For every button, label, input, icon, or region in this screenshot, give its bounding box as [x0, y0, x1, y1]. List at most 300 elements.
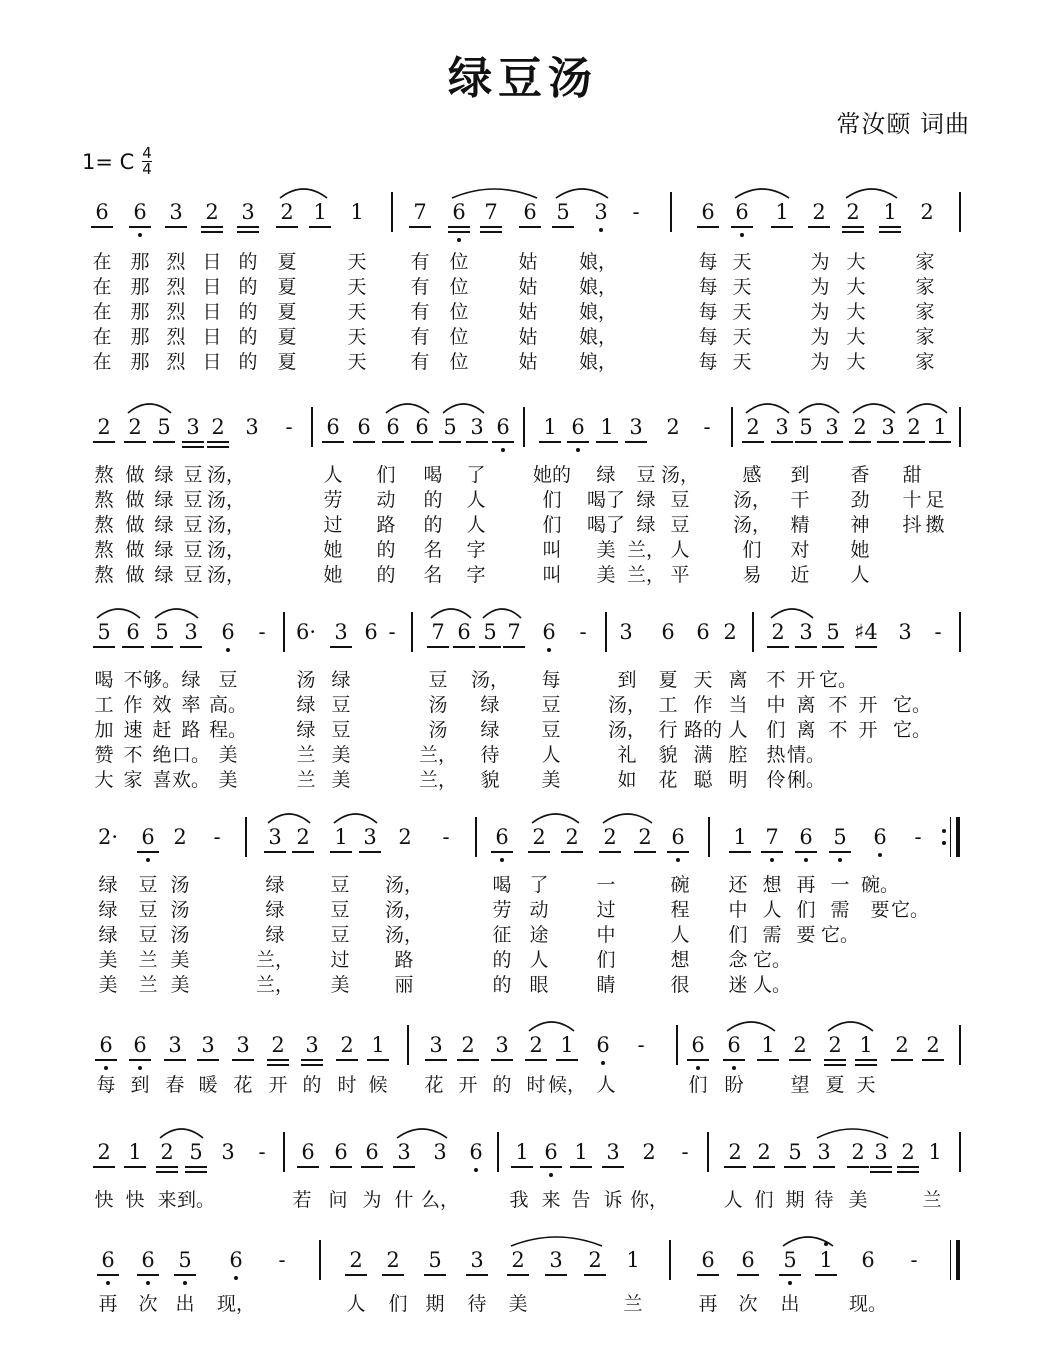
rhythm-underline	[180, 646, 202, 648]
lyric-syllable: 够。	[142, 669, 181, 691]
note: 3	[168, 1033, 182, 1057]
lyric-syllable: 汤	[296, 669, 316, 691]
note: 3	[881, 415, 895, 439]
note: 6	[95, 200, 109, 224]
rhythm-underline	[95, 1059, 117, 1061]
rhythm-underline	[697, 1274, 719, 1276]
lyric-syllable: 她的	[532, 464, 571, 486]
octave-dot-below	[146, 1281, 150, 1285]
lyric-syllable: 待	[480, 744, 500, 766]
lyric-syllable: 美	[170, 974, 190, 996]
lyric-syllable: 汤	[170, 874, 190, 896]
rhythm-underline	[457, 1059, 479, 1061]
lyric-syllable: 大	[94, 769, 114, 791]
barline	[708, 817, 710, 857]
note: 6	[661, 620, 675, 644]
lyric-syllable: 豆	[330, 899, 350, 921]
lyric-syllable: 离	[796, 694, 816, 716]
lyric-syllable: 每	[698, 351, 718, 373]
sustain-dash: -	[914, 825, 922, 849]
lyric-syllable: 美	[170, 949, 190, 971]
note: 5	[189, 1140, 203, 1164]
lyric-syllable: 碗。	[860, 874, 899, 896]
note: 3	[186, 415, 200, 439]
lyric-syllable: 出	[175, 1293, 195, 1315]
lyric-syllable: 烈	[166, 251, 186, 273]
rhythm-underline	[207, 446, 229, 448]
lyric-syllable: 字	[466, 539, 486, 561]
rhythm-underline	[276, 226, 298, 228]
sustain-dash: -	[278, 1248, 286, 1272]
note: 6	[523, 200, 537, 224]
rhythm-underline	[813, 1166, 835, 1168]
note: 3	[594, 200, 608, 224]
slur-arc	[159, 1124, 204, 1140]
note: 1	[933, 415, 947, 439]
composer-credit: 常汝颐 词曲	[836, 110, 970, 138]
lyric-syllable: 工	[94, 694, 114, 716]
lyric-syllable: 夏	[277, 251, 297, 273]
lyric-syllable: 人。	[752, 974, 791, 996]
lyric-syllable: 在	[92, 351, 112, 373]
lyric-syllable: 她	[323, 539, 343, 561]
note: 2·	[97, 825, 119, 849]
lyric-syllable: 在	[92, 301, 112, 323]
rhythm-underline	[185, 1171, 207, 1173]
octave-dot-below	[601, 1061, 605, 1065]
lyric-syllable: 每	[698, 301, 718, 323]
lyric-syllable: 路的	[683, 719, 722, 741]
score-system	[0, 395, 1046, 598]
lyric-syllable: 夏	[825, 1074, 845, 1096]
lyric-syllable: 次	[138, 1293, 158, 1315]
note: 3	[268, 825, 282, 849]
octave-dot-below	[146, 858, 150, 862]
rhythm-underline	[897, 1171, 919, 1173]
rhythm-underline	[824, 1059, 846, 1061]
lyric-syllable: 离	[728, 669, 748, 691]
lyric-syllable: 夏	[277, 326, 297, 348]
lyric-syllable: 念	[728, 949, 748, 971]
lyric-syllable: 美	[98, 949, 118, 971]
rhythm-underline	[174, 1274, 196, 1276]
lyric-syllable: 现，	[216, 1293, 255, 1315]
lyric-syllable: 在	[92, 276, 112, 298]
barline	[497, 1132, 499, 1172]
lyric-syllable: 它。	[892, 694, 931, 716]
lyric-syllable: 位	[449, 351, 469, 373]
rhythm-underline	[552, 226, 574, 228]
rhythm-underline	[584, 1274, 606, 1276]
song-title: 绿豆汤	[448, 53, 598, 104]
lyric-syllable: 甜	[902, 464, 922, 486]
note: 6	[727, 1033, 741, 1057]
lyric-syllable: 效	[152, 694, 172, 716]
lyric-syllable: 一	[830, 874, 850, 896]
lyric-syllable: 欢。	[171, 769, 210, 791]
note: 1	[371, 1033, 385, 1057]
lyric-syllable: 你，	[629, 1189, 668, 1211]
lyric-syllable: 赞	[94, 744, 114, 766]
rhythm-underline	[448, 231, 470, 233]
slur-arc	[127, 399, 172, 415]
lyric-syllable: 绿	[480, 694, 500, 716]
lyric-syllable: 征	[492, 924, 512, 946]
slur-arc	[555, 184, 609, 200]
rhythm-underline	[359, 851, 381, 853]
lyric-syllable: 兰	[623, 1293, 643, 1315]
note: 2	[340, 1033, 354, 1057]
rhythm-underline	[197, 1059, 219, 1061]
lyric-syllable: 还	[728, 874, 748, 896]
lyric-syllable: 美	[596, 539, 616, 561]
lyric-syllable: 豆	[138, 874, 158, 896]
octave-dot-below	[547, 648, 551, 652]
lyric-syllable: 名	[423, 564, 443, 586]
rhythm-underline	[596, 441, 618, 443]
lyric-syllable: 它。	[752, 949, 791, 971]
lyric-syllable: 到	[617, 669, 637, 691]
octave-dot-below	[138, 1066, 142, 1070]
lyric-syllable: 满	[693, 744, 713, 766]
octave-dot-below	[226, 648, 230, 652]
lyric-syllable: 作	[693, 694, 713, 716]
note: 3	[470, 415, 484, 439]
lyric-syllable: 了	[529, 874, 549, 896]
repeat-dot	[942, 829, 946, 833]
octave-dot-below	[500, 858, 504, 862]
lyric-syllable: 现。	[848, 1293, 887, 1315]
rhythm-underline	[903, 441, 925, 443]
note: 2	[728, 1140, 742, 1164]
rhythm-underline	[448, 226, 470, 228]
rhythm-underline	[427, 646, 449, 648]
lyric-syllable: 豆	[541, 694, 561, 716]
barline	[475, 817, 477, 857]
lyric-syllable: 到	[790, 464, 810, 486]
rhythm-underline	[480, 231, 502, 233]
lyric-syllable: 次	[738, 1293, 758, 1315]
octave-dot-below	[838, 858, 842, 862]
rhythm-underline	[570, 1166, 592, 1168]
rhythm-underline	[156, 1166, 178, 1168]
rhythm-underline	[503, 646, 525, 648]
octave-dot-below	[599, 228, 603, 232]
note: 2	[666, 415, 680, 439]
sustain-dash: -	[258, 1140, 266, 1164]
rhythm-underline	[567, 441, 589, 443]
lyric-syllable: 睛	[596, 974, 616, 996]
rhythm-underline	[267, 1064, 289, 1066]
lyric-syllable: 美	[596, 564, 616, 586]
lyric-syllable: 的	[238, 301, 258, 323]
rhythm-underline	[822, 646, 844, 648]
rhythm-underline	[519, 226, 541, 228]
lyric-syllable: 那	[130, 351, 150, 373]
rhythm-underline	[795, 851, 817, 853]
lyric-syllable: 叫	[542, 539, 562, 561]
note: 2	[846, 200, 860, 224]
lyric-syllable: 豆	[138, 899, 158, 921]
note: 6	[544, 1140, 558, 1164]
rhythm-underline	[731, 226, 753, 228]
lyric-syllable: 家	[915, 251, 935, 273]
note: 6	[696, 620, 710, 644]
lyric-syllable: 它。	[890, 899, 929, 921]
lyric-syllable: 春	[165, 1074, 185, 1096]
note: 2	[793, 1033, 807, 1057]
lyric-syllable: 美	[848, 1189, 868, 1211]
lyric-syllable: 的	[492, 949, 512, 971]
note: 3	[874, 1140, 888, 1164]
lyric-syllable: 近	[790, 564, 810, 586]
slur-arc	[510, 1232, 603, 1248]
note: 2	[828, 1033, 842, 1057]
note: 2	[895, 1033, 909, 1057]
barline	[707, 1132, 709, 1172]
rhythm-underline	[91, 226, 113, 228]
rhythm-underline	[511, 1166, 533, 1168]
octave-dot-below	[106, 1281, 110, 1285]
rhythm-underline	[411, 441, 433, 443]
lyric-syllable: 作	[123, 694, 143, 716]
lyric-syllable: 汤，	[660, 464, 699, 486]
lyric-syllable: 她	[850, 539, 870, 561]
lyric-syllable: 做	[125, 564, 145, 586]
lyric-syllable: 期	[785, 1189, 805, 1211]
slur-arc	[726, 1017, 776, 1033]
note: 1	[313, 200, 327, 224]
rhythm-underline	[322, 441, 344, 443]
lyric-syllable: 开	[458, 1074, 478, 1096]
lyric-syllable: 大	[846, 301, 866, 323]
barline	[950, 1240, 951, 1280]
final-barline	[956, 1240, 960, 1280]
lyric-syllable: 需	[762, 924, 782, 946]
note: 2	[211, 415, 225, 439]
slur-arc	[827, 1017, 874, 1033]
lyric-syllable: 豆	[670, 514, 690, 536]
lyric-syllable: 有	[410, 276, 430, 298]
rhythm-underline	[929, 441, 951, 443]
lyric-syllable: 做	[125, 539, 145, 561]
lyric-syllable: 烈	[166, 276, 186, 298]
lyric-syllable: 的	[238, 276, 258, 298]
slur-arc	[845, 184, 898, 200]
rhythm-underline	[93, 646, 115, 648]
lyric-syllable: 一	[596, 874, 616, 896]
lyric-syllable: 美	[98, 974, 118, 996]
rhythm-underline	[625, 441, 647, 443]
lyric-syllable: 家	[915, 351, 935, 373]
note: 3	[629, 415, 643, 439]
lyric-syllable: 候，	[547, 1074, 586, 1096]
lyric-syllable: 眼	[529, 974, 549, 996]
note: 3	[221, 1140, 235, 1164]
lyric-syllable: 们	[542, 489, 562, 511]
lyric-syllable: 汤，	[206, 514, 245, 536]
rhythm-underline	[424, 1274, 446, 1276]
lyric-syllable: 到	[130, 1074, 150, 1096]
sustain-dash: -	[934, 620, 942, 644]
lyric-syllable: 汤，	[384, 899, 423, 921]
lyric-syllable: 绿	[596, 464, 616, 486]
lyric-syllable: 礼	[617, 744, 637, 766]
lyric-syllable: 家	[915, 276, 935, 298]
octave-dot-below	[104, 1066, 108, 1070]
lyric-syllable: 离	[796, 719, 816, 741]
notation-line	[0, 600, 1046, 670]
barline	[670, 192, 672, 232]
rhythm-underline	[539, 441, 561, 443]
lyric-syllable: 花	[424, 1074, 444, 1096]
lyric-syllable: 路	[376, 514, 396, 536]
lyric-syllable: 兰	[922, 1189, 942, 1211]
rhythm-underline	[201, 226, 223, 228]
slur-arc	[451, 184, 538, 200]
note: 6	[141, 825, 155, 849]
note: 6	[415, 415, 429, 439]
lyric-syllable: 程	[670, 899, 690, 921]
note: 2	[532, 825, 546, 849]
lyric-syllable: 大	[846, 251, 866, 273]
rhythm-underline	[353, 441, 375, 443]
slur-arc	[154, 604, 199, 620]
barline	[950, 817, 951, 857]
score-system	[0, 1120, 1046, 1223]
lyric-syllable: 们	[796, 899, 816, 921]
lyric-syllable: 的	[238, 326, 258, 348]
lyric-syllable: 再	[796, 874, 816, 896]
lyric-syllable: 熬	[94, 564, 114, 586]
rhythm-underline	[795, 646, 817, 648]
lyric-syllable: 貌	[480, 769, 500, 791]
lyric-syllable: 诉	[603, 1189, 623, 1211]
note: 1	[819, 1248, 833, 1272]
lyric-syllable: 花	[658, 769, 678, 791]
lyric-syllable: 娘，	[578, 276, 617, 298]
lyric-syllable: 绿	[331, 669, 351, 691]
rhythm-underline	[164, 1059, 186, 1061]
lyric-syllable: 绿	[154, 539, 174, 561]
rhythm-underline	[602, 1166, 624, 1168]
lyric-syllable: 娘，	[578, 326, 617, 348]
lyric-syllable: 汤，	[607, 719, 646, 741]
lyric-syllable: 位	[449, 301, 469, 323]
rhythm-underline	[723, 1059, 745, 1061]
note: 5	[833, 825, 847, 849]
note: 2	[920, 200, 934, 224]
barline	[959, 192, 961, 232]
rhythm-underline	[151, 646, 173, 648]
rhythm-underline	[556, 1059, 578, 1061]
lyric-syllable: 劳	[492, 899, 512, 921]
lyric-syllable: 兰	[296, 769, 316, 791]
rhythm-underline	[361, 1166, 383, 1168]
lyric-syllable: 日	[202, 251, 222, 273]
lyric-syllable: 伶	[766, 769, 786, 791]
rhythm-underline	[855, 646, 877, 648]
lyric-syllable: 天	[347, 326, 367, 348]
lyric-syllable: 行	[658, 719, 678, 741]
lyric-syllable: 迷	[728, 974, 748, 996]
notation-line	[0, 805, 1046, 875]
note: 1	[600, 415, 614, 439]
note: 6	[229, 1248, 243, 1272]
note: 2	[128, 415, 142, 439]
lyric-syllable: 人	[323, 464, 343, 486]
lyric-syllable: 告	[571, 1189, 591, 1211]
lyric-syllable: 赶	[152, 719, 172, 741]
slur-arc	[531, 809, 580, 825]
slur-arc	[745, 399, 790, 415]
note: 6	[141, 1248, 155, 1272]
note: 5	[826, 620, 840, 644]
lyric-syllable: 汤，	[732, 514, 771, 536]
note: 6	[364, 620, 378, 644]
note: 2	[511, 1248, 525, 1272]
rhythm-underline	[137, 1274, 159, 1276]
lyric-syllable: 人	[466, 514, 486, 536]
lyric-syllable: 位	[449, 276, 469, 298]
note: 2	[349, 1248, 363, 1272]
lyric-syllable: 绿	[154, 489, 174, 511]
lyric-syllable: 豆	[330, 874, 350, 896]
note: 6	[596, 1033, 610, 1057]
barline	[669, 1240, 671, 1280]
lyric-syllable: 兰	[138, 949, 158, 971]
note: 6	[99, 1033, 113, 1057]
rhythm-underline	[345, 1274, 367, 1276]
rhythm-underline	[137, 851, 159, 853]
lyric-syllable: 工	[658, 694, 678, 716]
rhythm-underline	[879, 231, 901, 233]
lyric-syllable: 干	[790, 489, 810, 511]
lyric-syllable: 汤	[170, 899, 190, 921]
rhythm-underline	[93, 1166, 115, 1168]
slur-arc	[770, 604, 814, 620]
lyric-syllable: 夏	[277, 301, 297, 323]
lyric-syllable: 绿	[98, 924, 118, 946]
lyric-syllable: 大	[846, 276, 866, 298]
note: 3	[817, 1140, 831, 1164]
note: 1	[928, 1140, 942, 1164]
barline	[605, 612, 607, 652]
note: 7	[484, 200, 498, 224]
rhythm-underline	[815, 1274, 837, 1276]
lyric-syllable: 中	[728, 899, 748, 921]
lyric-syllable: 娘，	[578, 351, 617, 373]
lyric-syllable: 豆	[541, 719, 561, 741]
note: ♯4	[854, 620, 878, 644]
lyric-syllable: 喜	[152, 769, 172, 791]
lyric-syllable: 率	[181, 694, 201, 716]
barline	[959, 1132, 961, 1172]
rhythm-underline	[767, 646, 789, 648]
rhythm-underline	[824, 1064, 846, 1066]
lyric-syllable: 速	[123, 719, 143, 741]
sustain-dash: -	[442, 825, 450, 849]
note: 3	[363, 825, 377, 849]
lyric-syllable: 夏	[277, 276, 297, 298]
lyric-syllable: 绿	[181, 669, 201, 691]
note: 3	[799, 620, 813, 644]
note: 5	[155, 620, 169, 644]
note: 3	[549, 1248, 563, 1272]
lyric-syllable: 美	[330, 974, 350, 996]
lyric-syllable: 中	[596, 924, 616, 946]
rhythm-underline	[528, 851, 550, 853]
